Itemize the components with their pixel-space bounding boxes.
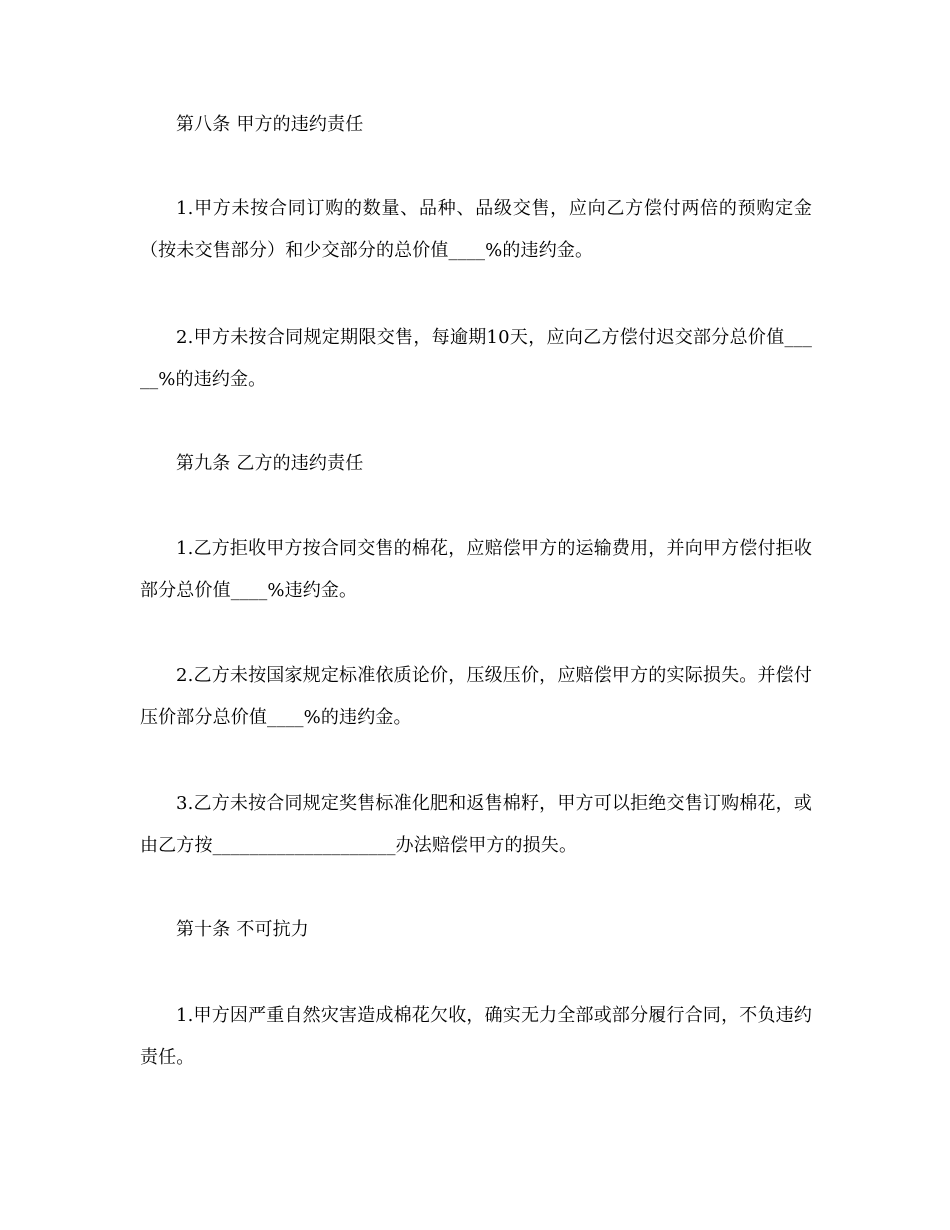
article-8-clause-1: 1.甲方未按合同订购的数量、品种、品级交售，应向乙方偿付两倍的预购定金（按未交售部分）和少交部分的总价值____%的违约金。 bbox=[140, 198, 812, 261]
article-9-heading: 第九条 乙方的违约责任 bbox=[176, 453, 364, 474]
article-9-clause-1: 1.乙方拒收甲方按合同交售的棉花，应赔偿甲方的运输费用，并向甲方偿付拒收部分总价值____%违约金。 bbox=[140, 538, 812, 601]
article-9-clause-2: 2.乙方未按国家规定标准依质论价，压级压价，应赔偿甲方的实际损失。并偿付压价部分总价值____%的违约金。 bbox=[140, 665, 812, 728]
article-10-heading: 第十条 不可抗力 bbox=[176, 919, 309, 940]
article-9-clause-3: 3.乙方未按合同规定奖售标准化肥和返售棉籽，甲方可以拒绝交售订购棉花，或由乙方按____________________办法赔偿甲方的损失。 bbox=[140, 793, 812, 856]
article-8-heading: 第八条 甲方的违约责任 bbox=[176, 114, 364, 135]
article-8-clause-2: 2.甲方未按合同规定期限交售，每逾期10天，应向乙方偿付迟交部分总价值_____%的违约金。 bbox=[140, 327, 812, 390]
article-10-clause-1: 1.甲方因严重自然灾害造成棉花欠收，确实无力全部或部分履行合同，不负违约责任。 bbox=[140, 1005, 812, 1068]
